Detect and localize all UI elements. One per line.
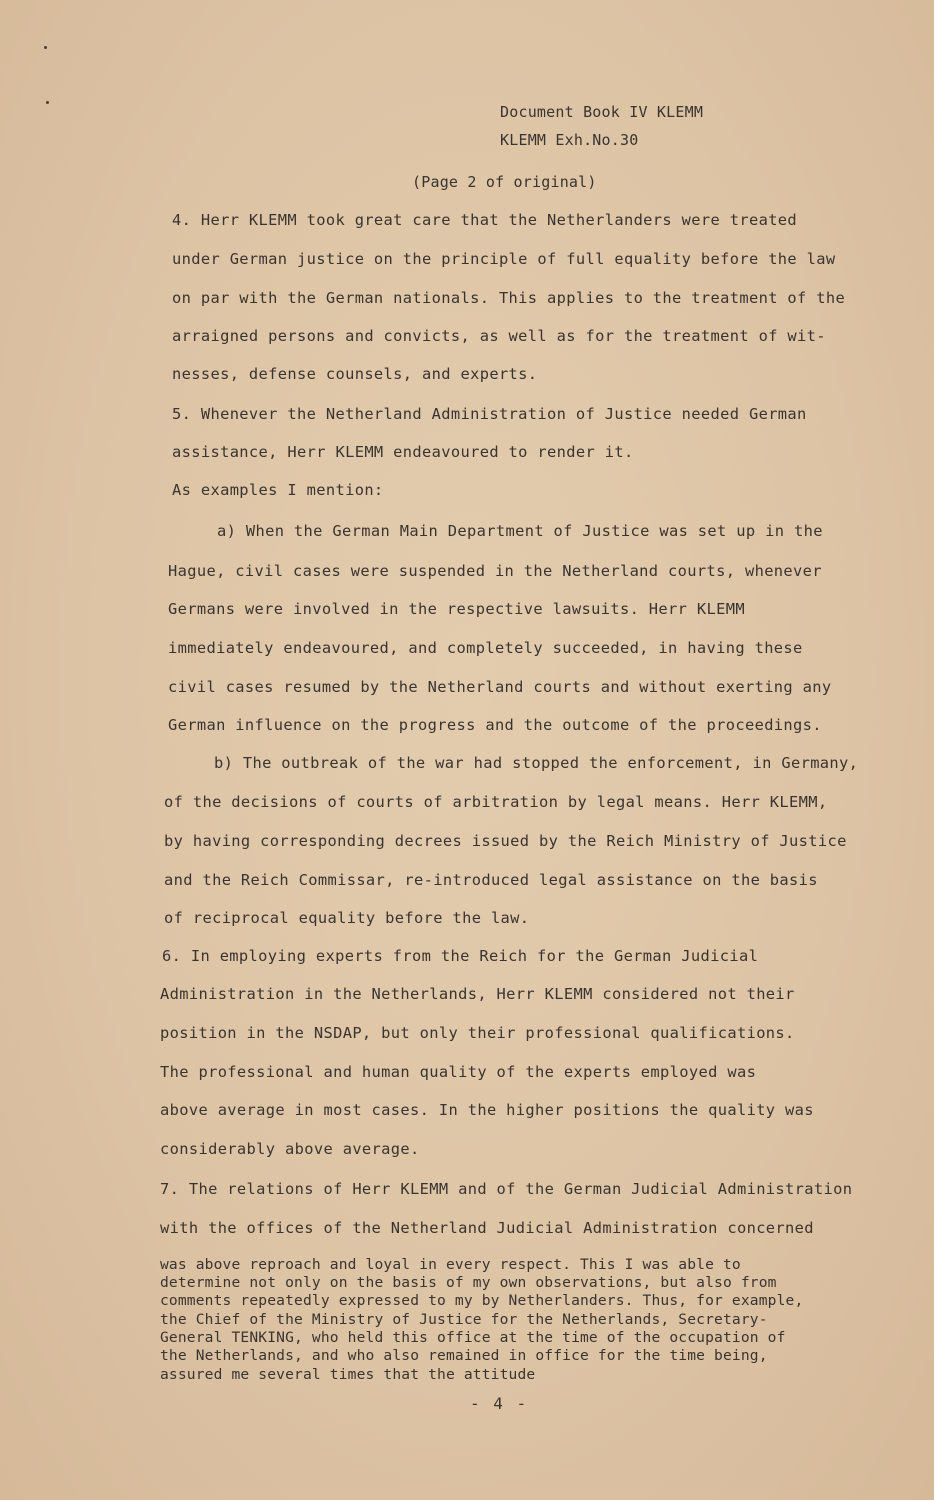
text-line-content: b) The outbreak of the war had stopped the enforcement, in Germany, — [214, 754, 859, 772]
text-line-content: position in the NSDAP, but only their professional qualifications. — [160, 1024, 795, 1042]
text-line-content: 7. The relations of Herr KLEMM and of the German Judicial Administration — [160, 1180, 853, 1198]
text-line-content: Administration in the Netherlands, Herr KLEMM considered not their — [160, 985, 795, 1003]
text-line-content: under German justice on the principle of full equality before the law — [172, 250, 836, 268]
text-line-content: above average in most cases. In the higher positions the quality was — [160, 1101, 814, 1119]
text-line-content: by having corresponding decrees issued by the Reich Ministry of Justice — [164, 832, 847, 850]
text-line-content: As examples I mention: — [172, 481, 384, 499]
text-line-content: 4. Herr KLEMM took great care that the Netherlanders were treated — [172, 211, 798, 229]
margin-mark — [44, 46, 47, 49]
document-book-label: Document Book IV KLEMM — [500, 103, 704, 121]
text-line-content: of reciprocal equality before the law. — [164, 909, 530, 927]
text-line-content: and the Reich Commissar, re-introduced legal assistance on the basis — [164, 871, 818, 889]
text-line-content: immediately endeavoured, and completely succeeded, in having these — [168, 639, 803, 657]
text-line-content: nesses, defense counsels, and experts. — [172, 365, 538, 383]
text-line-content: on par with the German nationals. This applies to the treatment of the — [172, 289, 846, 307]
text-line-content: Hague, civil cases were suspended in the Netherland courts, whenever — [168, 562, 822, 580]
text-line-content: of the decisions of courts of arbitration by legal means. Herr KLEMM, — [164, 793, 828, 811]
text-line-content: The professional and human quality of the experts employed was — [160, 1063, 757, 1081]
text-line-content: 6. In employing experts from the Reich for the German Judicial — [162, 947, 759, 965]
text-line-content: arraigned persons and convicts, as well as for the treatment of wit- — [172, 327, 826, 345]
text-line-content: comments repeatedly expressed to my by Netherlanders. Thus, for example, — [160, 1292, 804, 1309]
text-line-content: assistance, Herr KLEMM endeavoured to render it. — [172, 443, 634, 461]
text-line-content: was above reproach and loyal in every respect. This I was able to — [160, 1256, 741, 1273]
text-line-content: the Chief of the Ministry of Justice for the Netherlands, Secretary- — [160, 1311, 768, 1328]
margin-mark — [46, 101, 49, 104]
text-line-content: considerably above average. — [160, 1140, 420, 1158]
page-of-original: (Page 2 of original) — [412, 173, 597, 191]
text-line-content: determine not only on the basis of my own observations, but also from — [160, 1274, 777, 1291]
page-number: - 4 - — [470, 1394, 529, 1413]
text-line-content: a) When the German Main Department of Justice was set up in the — [217, 522, 823, 540]
text-line-content: 5. Whenever the Netherland Administration of Justice needed German — [172, 405, 807, 423]
text-line-content: General TENKING, who held this office at the time of the occupation of — [160, 1329, 786, 1346]
text-line-content: civil cases resumed by the Netherland courts and without exerting any — [168, 678, 832, 696]
text-line-content: Germans were involved in the respective lawsuits. Herr KLEMM — [168, 600, 745, 618]
text-line-content: assured me several times that the attitude — [160, 1366, 536, 1383]
text-line-content: with the offices of the Netherland Judicial Administration concerned — [160, 1219, 814, 1237]
text-line-content: German influence on the progress and the outcome of the proceedings. — [168, 716, 822, 734]
exhibit-number: KLEMM Exh.No.30 — [500, 131, 639, 149]
text-line-content: the Netherlands, and who also remained in office for the time being, — [160, 1347, 768, 1364]
